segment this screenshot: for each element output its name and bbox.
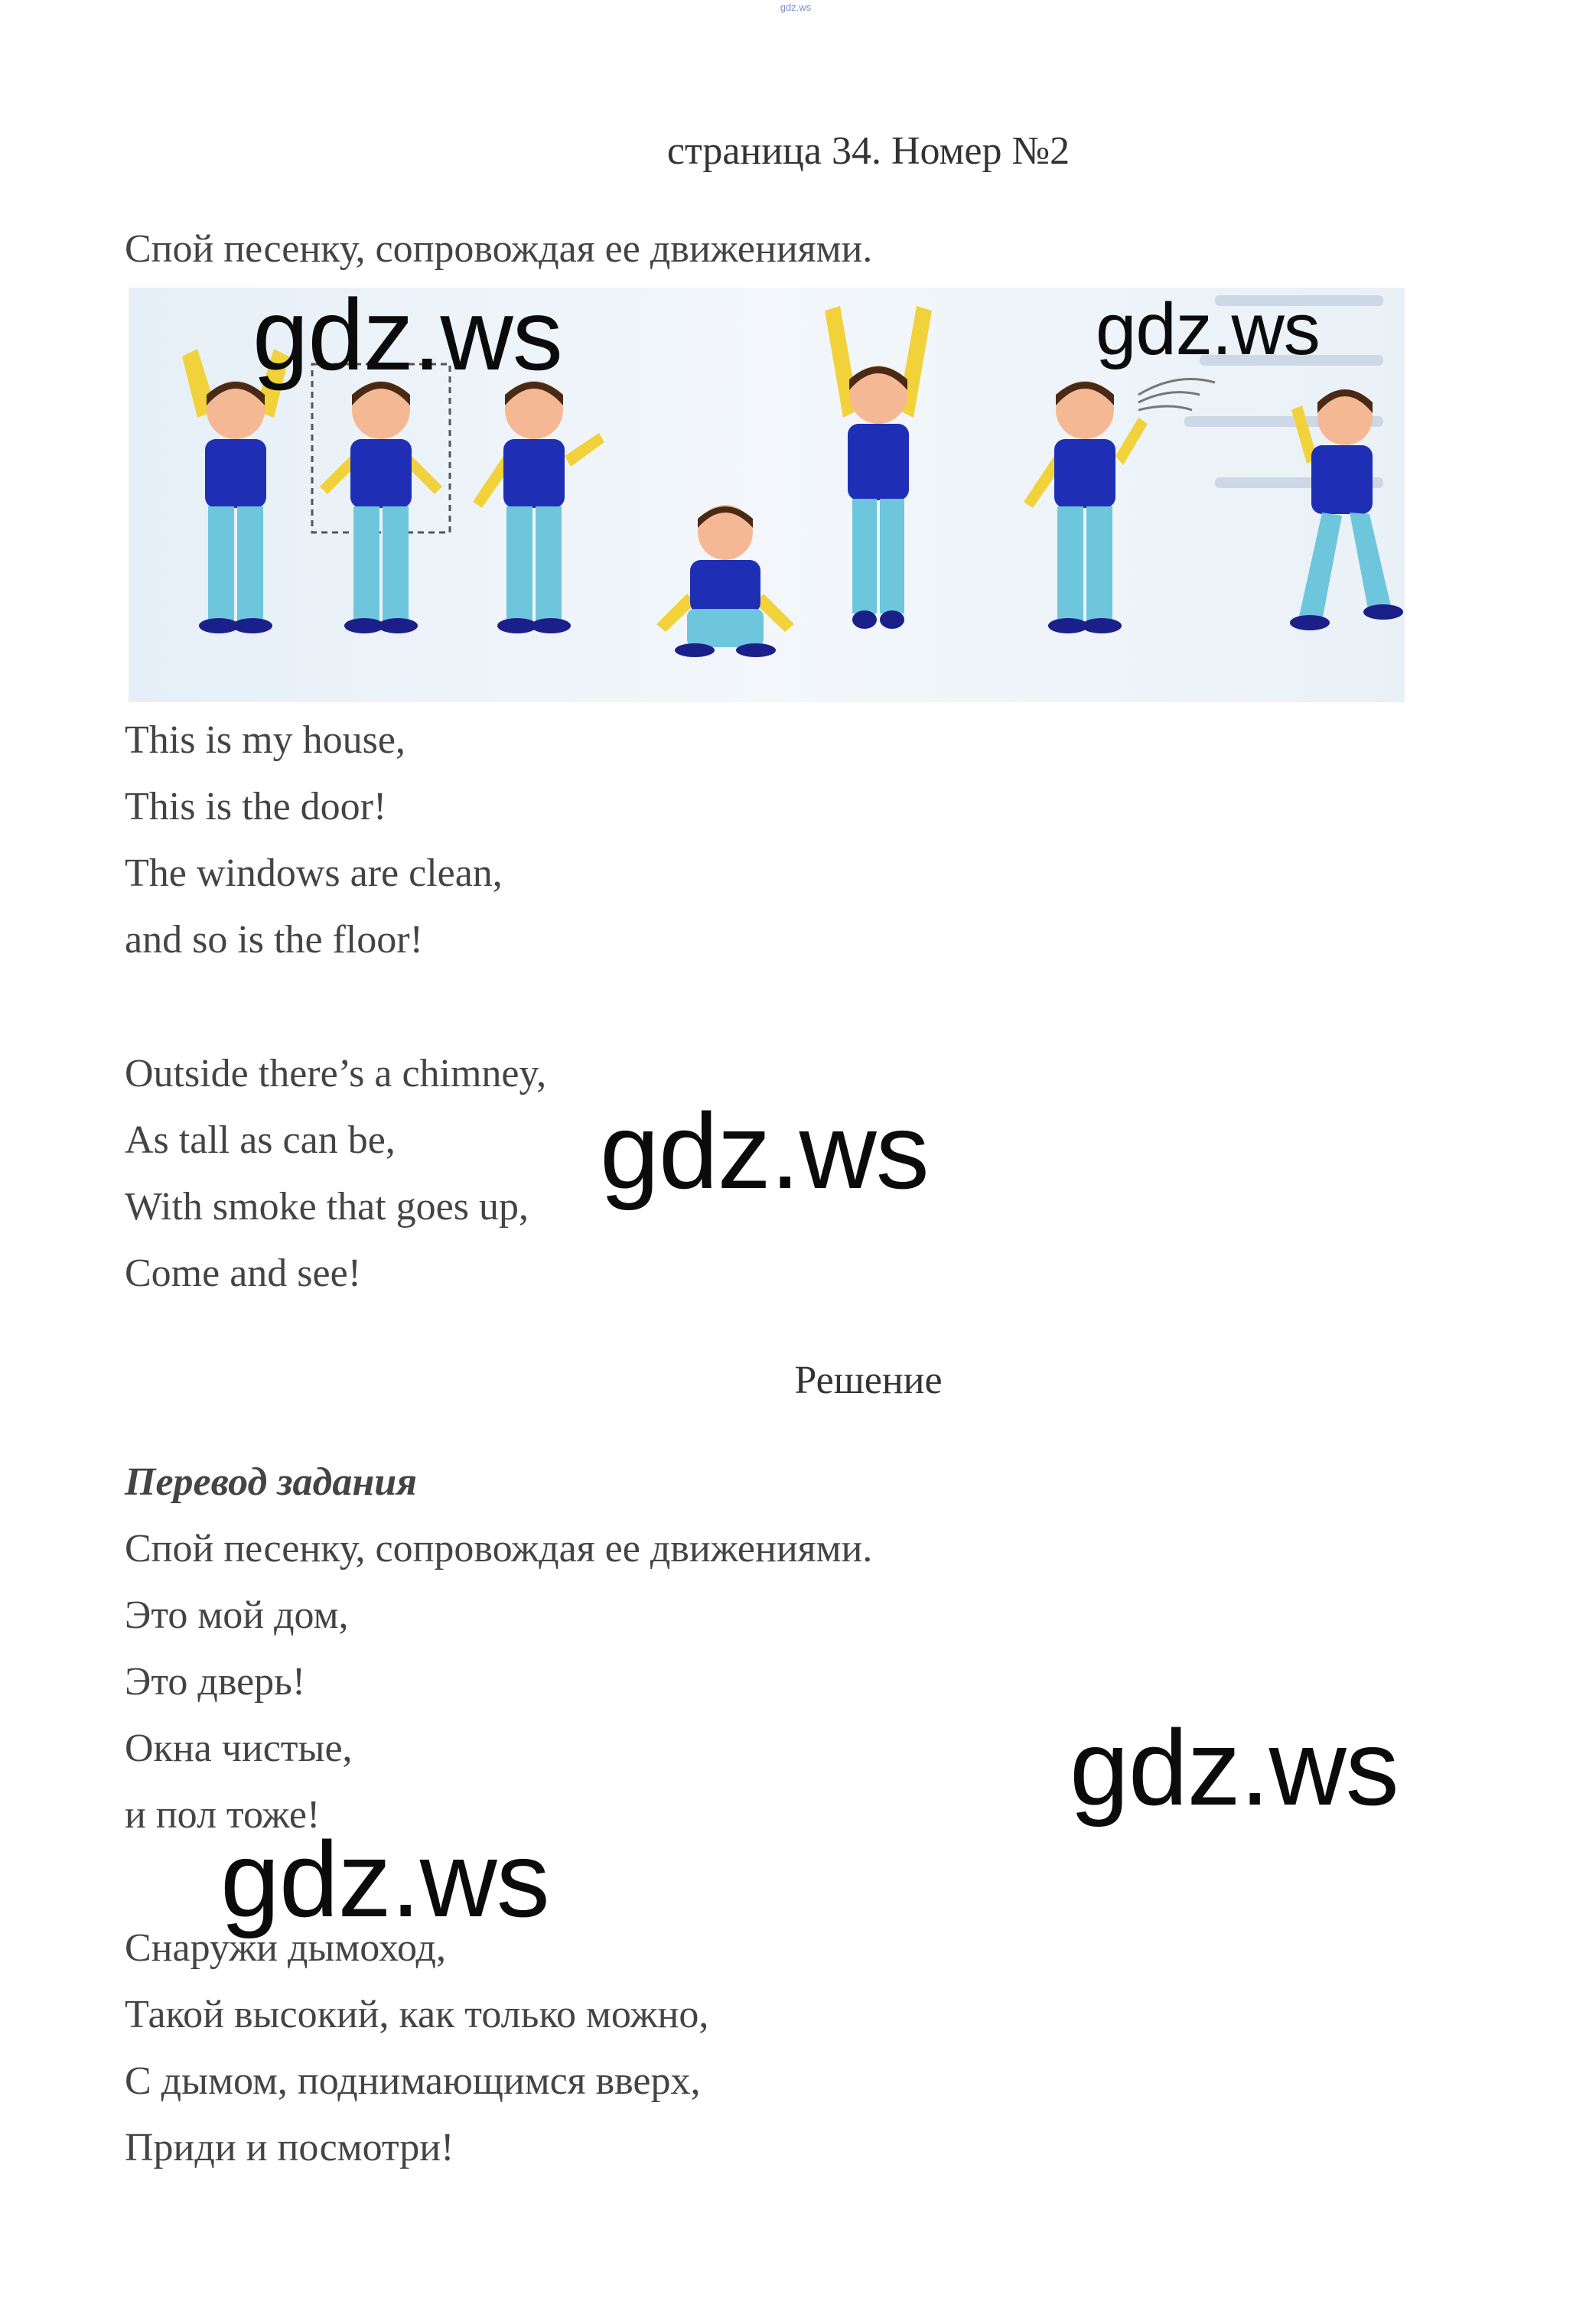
song-line: and so is the floor!: [125, 918, 423, 962]
song-line: Outside there’s a chimney,: [125, 1052, 547, 1095]
song-line: With smoke that goes up,: [125, 1185, 529, 1229]
song-line: The windows are clean,: [125, 851, 503, 895]
page-heading: страница 34. Номер №2: [666, 129, 1070, 173]
translation-task: Спой песенку, сопровождая ее движениями.: [125, 1527, 873, 1570]
translation-line: С дымом, поднимающимся вверх,: [125, 2059, 701, 2103]
watermark: gdz.ws: [220, 1819, 549, 1939]
song-line: This is my house,: [125, 718, 405, 762]
translation-line: Снаружи дымоход,: [125, 1926, 446, 1970]
watermark: gdz.ws: [1096, 288, 1320, 370]
translation-line: Это дверь!: [125, 1660, 306, 1704]
song-line: This is the door!: [125, 785, 387, 828]
song-line: As tall as can be,: [125, 1118, 396, 1162]
watermark: gdz.ws: [600, 1091, 929, 1211]
task-text: Спой песенку, сопровождая ее движениями.: [125, 227, 873, 271]
translation-line: Приди и посмотри!: [125, 2126, 454, 2169]
translation-heading: Перевод задания: [125, 1460, 417, 1504]
solution-heading: Решение: [794, 1359, 943, 1402]
song-line: Come and see!: [125, 1252, 362, 1295]
translation-line: и пол тоже!: [125, 1793, 321, 1837]
watermark: gdz.ws: [1070, 1707, 1399, 1828]
top-watermark: gdz.ws: [780, 2, 812, 13]
translation-line: Такой высокий, как только можно,: [125, 1993, 709, 2036]
translation-line: Окна чистые,: [125, 1727, 353, 1770]
translation-line: Это мой дом,: [125, 1593, 349, 1637]
watermark: gdz.ws: [252, 278, 562, 391]
